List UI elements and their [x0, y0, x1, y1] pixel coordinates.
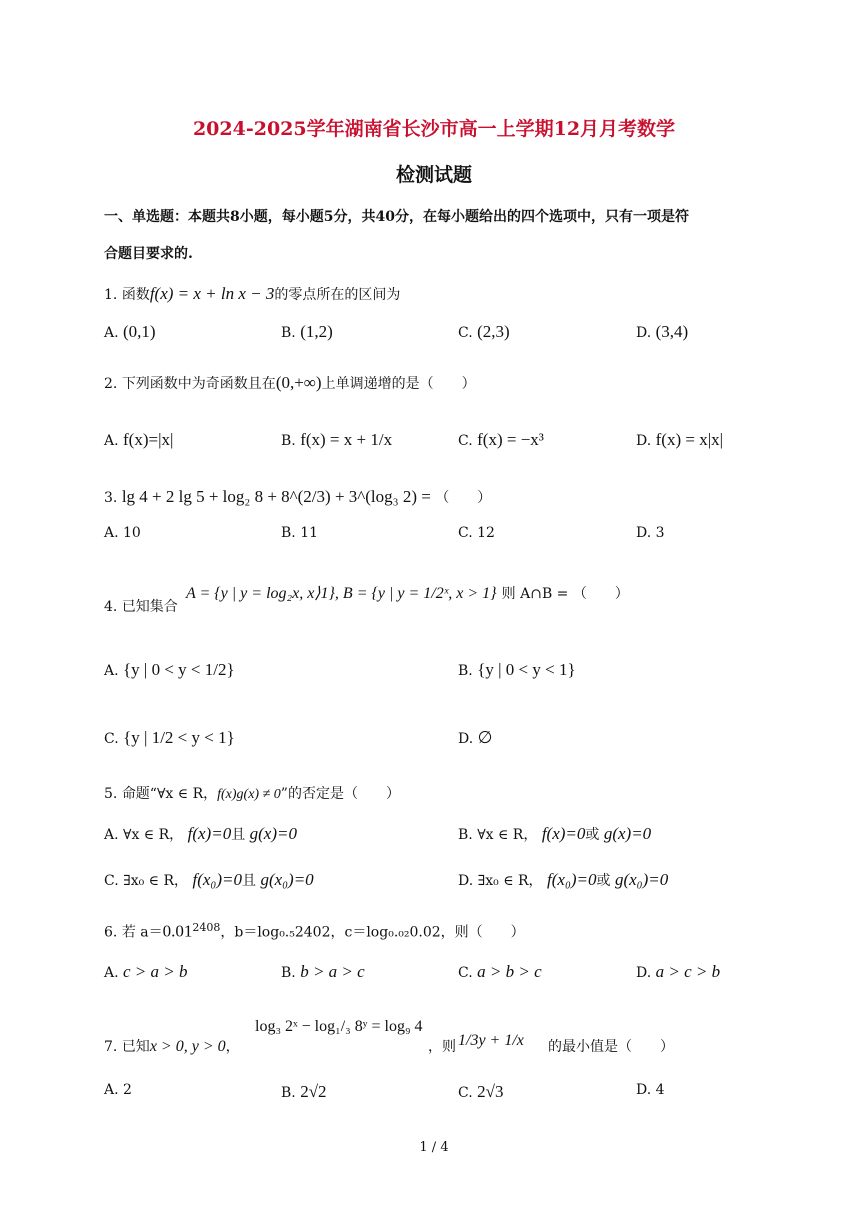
question-text: 下列函数中为奇函数且在: [121, 376, 276, 392]
option-d: [636, 962, 720, 982]
option-label: A.: [104, 663, 119, 679]
option-b: [458, 660, 576, 680]
option-connector: 或: [585, 827, 600, 843]
option-d: [636, 525, 665, 541]
question-number: 1.: [104, 287, 118, 303]
option-label: B.: [458, 827, 473, 843]
question-7: [104, 1036, 240, 1056]
option-d: [636, 430, 723, 450]
option-b: [281, 430, 392, 450]
option-label: C.: [458, 525, 473, 541]
question-formula: [458, 1030, 524, 1050]
option-label: B.: [281, 433, 296, 449]
option-value: f(x)=0: [541, 824, 586, 843]
option-b: [281, 962, 365, 982]
option-value: (3,4): [655, 322, 689, 341]
option-a: [104, 322, 156, 342]
question-text: 则 A∩B = （ ）: [501, 586, 629, 602]
question-1: [104, 284, 400, 304]
option-a: [104, 824, 297, 844]
question-text: ，则: [428, 1039, 456, 1055]
option-value: f(x)=0: [187, 824, 232, 843]
option-value: {y | 0 < y < 1/2}: [123, 660, 235, 679]
question-text: 函数: [121, 287, 150, 303]
question-number: 6.: [104, 924, 118, 941]
question-formula: (0,+∞): [275, 373, 322, 392]
option-quantifier: ∃x₀ ∈ R，: [123, 873, 189, 889]
option-c: [458, 525, 495, 541]
option-label: A.: [104, 965, 119, 981]
option-label: C.: [458, 433, 473, 449]
question-formula: lg 4 + 2 lg 5 + log₂ 8 + 8^(2/3) + 3^(log₃ 2) =: [121, 487, 431, 506]
option-label: B.: [281, 325, 296, 341]
question-text: 已知集合: [121, 599, 178, 615]
option-value: a > b > c: [477, 962, 542, 981]
option-label: B.: [458, 663, 473, 679]
option-value: 4: [655, 1082, 665, 1098]
option-label: D.: [636, 433, 652, 449]
option-label: A.: [104, 827, 119, 843]
option-b: [281, 525, 318, 541]
option-b: [281, 1082, 327, 1102]
option-value: g(x₀)=0: [614, 870, 669, 889]
option-c: [458, 1082, 503, 1102]
option-d: [458, 870, 668, 890]
question-6: [104, 921, 525, 942]
option-label: D.: [636, 525, 652, 541]
question-text: 的零点所在的区间为: [274, 287, 401, 303]
question-formula: f(x) = x + ln x − 3: [149, 284, 275, 303]
option-value: a > c > b: [655, 962, 721, 981]
option-value: f(x)=|x|: [123, 430, 174, 449]
option-b: [458, 824, 651, 844]
question-text: 上单调递增的是（ ）: [321, 376, 476, 392]
option-label: B.: [281, 525, 296, 541]
question-number: 2.: [104, 376, 118, 392]
option-label: C.: [458, 965, 473, 981]
option-c: [458, 322, 510, 342]
option-value: f(x₀)=0: [192, 870, 242, 889]
option-value: b > a > c: [300, 962, 365, 981]
option-d: [636, 1082, 665, 1098]
question-exponent: 2408: [192, 921, 221, 934]
option-label: C.: [104, 731, 119, 747]
option-label: D.: [636, 1082, 652, 1098]
option-label: C.: [104, 873, 119, 889]
section-header-line2: 合题目要求的.: [104, 246, 193, 262]
question-number: 7.: [104, 1039, 118, 1055]
question-text: 的最小值是（ ）: [548, 1039, 674, 1055]
question-number: 4.: [104, 599, 118, 615]
option-value: 12: [477, 525, 495, 541]
option-label: A.: [104, 433, 119, 449]
option-value: 10: [123, 525, 141, 541]
option-c: [104, 870, 314, 890]
question-formula: [255, 1016, 423, 1036]
question-number: 3.: [104, 490, 118, 506]
section-header-line1: 一、单选题：本题共8小题，每小题5分，共40分，在每小题给出的四个选项中，只有一项是符: [104, 209, 689, 225]
option-a: [104, 660, 235, 680]
option-value: 2√2: [300, 1082, 327, 1101]
option-c: [458, 962, 542, 982]
option-label: D.: [636, 325, 652, 341]
target-expression: 1/3y + 1/x: [458, 1032, 524, 1049]
question-text: ，b＝log₀.₅2402，c＝log₀.₀₂0.02，则（ ）: [220, 924, 525, 941]
page-number: 1 / 4: [419, 1140, 449, 1155]
question-text: 命题“∀x ∈ R，: [121, 786, 218, 802]
option-c: [104, 728, 235, 748]
question-text: ”的否定是（ ）: [280, 786, 400, 802]
log-equation: log₃ 2ˣ − log₁/₃ 8ʸ = log₉ 4: [255, 1018, 423, 1035]
option-label: A.: [104, 1082, 119, 1098]
option-value: f(x) = −x³: [477, 430, 544, 449]
option-value: g(x)=0: [249, 824, 297, 843]
option-connector: 且: [231, 827, 246, 843]
doc-subtitle: 检测试题: [395, 164, 472, 186]
doc-title: 2024-2025学年湖南省长沙市高一上学期12月月考数学: [192, 118, 676, 140]
option-quantifier: ∃x₀ ∈ R，: [477, 873, 543, 889]
option-quantifier: ∀x ∈ R，: [477, 827, 538, 843]
option-a: [104, 962, 188, 982]
option-value: (1,2): [300, 322, 333, 341]
option-label: A.: [104, 525, 119, 541]
option-label: D.: [458, 873, 474, 889]
option-value: {y | 0 < y < 1}: [477, 660, 576, 679]
option-label: D.: [636, 965, 652, 981]
option-a: [104, 430, 173, 450]
option-label: B.: [281, 1085, 296, 1101]
option-value: 3: [655, 525, 665, 541]
option-label: B.: [281, 965, 296, 981]
option-d: [458, 728, 492, 748]
question-formula: 0.01: [162, 921, 193, 941]
question-formula: f(x)g(x) ≠ 0: [217, 787, 281, 802]
option-value: g(x₀)=0: [260, 870, 314, 889]
question-formula: [186, 583, 629, 603]
option-value: {y | 1/2 < y < 1}: [123, 728, 235, 747]
option-d: [636, 322, 688, 342]
option-quantifier: ∀x ∈ R，: [123, 827, 184, 843]
option-label: D.: [458, 731, 474, 747]
option-value: ∅: [477, 728, 493, 747]
option-a: [104, 525, 141, 541]
option-connector: 且: [241, 873, 256, 889]
option-value: 2√3: [477, 1082, 504, 1101]
option-b: [281, 322, 333, 342]
option-a: [104, 1082, 132, 1098]
set-definition: A = {y | y = log₂x, x⟩1}, B = {y | y = 1/2ˣ, x > 1}: [186, 585, 497, 602]
question-4: [104, 596, 178, 616]
question-formula: x > 0, y > 0: [149, 1038, 226, 1055]
option-c: [458, 430, 544, 450]
option-value: f(x) = x + 1/x: [300, 430, 393, 449]
question-number: 5.: [104, 786, 118, 802]
option-connector: 或: [596, 873, 611, 889]
option-label: A.: [104, 325, 119, 341]
option-value: (2,3): [477, 322, 510, 341]
question-2: [104, 373, 476, 393]
option-value: f(x) = x|x|: [655, 430, 724, 449]
option-value: 2: [123, 1082, 132, 1098]
option-value: 11: [300, 525, 319, 541]
option-value: f(x₀)=0: [547, 870, 597, 889]
option-label: C.: [458, 325, 473, 341]
option-value: g(x)=0: [603, 824, 652, 843]
option-value: c > a > b: [123, 962, 188, 981]
question-3: [104, 487, 491, 507]
option-value: (0,1): [123, 322, 156, 341]
question-5: [104, 783, 400, 803]
question-text: 若 a＝: [121, 924, 163, 941]
question-text: （ ）: [435, 490, 492, 506]
question-text: 已知: [121, 1039, 150, 1055]
question-text: ，: [225, 1039, 240, 1055]
option-label: C.: [458, 1085, 473, 1101]
